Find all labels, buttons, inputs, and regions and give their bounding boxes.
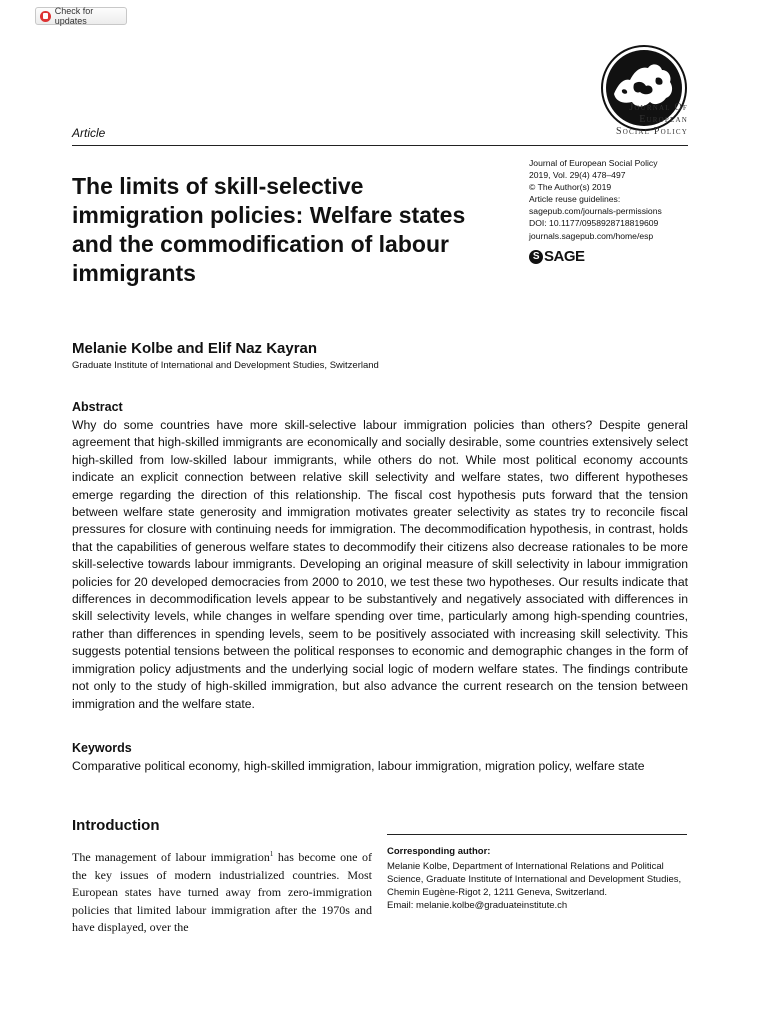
introduction-text bbox=[72, 846, 372, 937]
meta-reuse-label: Article reuse guidelines: bbox=[529, 194, 621, 205]
sage-s-icon: S bbox=[529, 250, 543, 264]
introduction-heading: Introduction bbox=[72, 817, 160, 834]
corresponding-author-heading: Corresponding author: bbox=[387, 846, 491, 857]
abstract-heading: Abstract bbox=[72, 400, 123, 414]
article-type-label: Article bbox=[72, 126, 106, 140]
author-names: Melanie Kolbe and Elif Naz Kayran bbox=[72, 340, 318, 357]
meta-copyright: © The Author(s) 2019 bbox=[529, 182, 612, 193]
journal-name bbox=[560, 102, 688, 138]
meta-doi-link[interactable]: DOI: 10.1177/0958928718819609 bbox=[529, 218, 659, 229]
article-title: The limits of skill-selective immigration policies: Welfare states and the commodification of labour immigrants bbox=[72, 173, 466, 286]
corresponding-divider bbox=[387, 834, 687, 835]
header-divider bbox=[72, 145, 688, 146]
bookmark-icon bbox=[40, 11, 51, 22]
check-for-updates-button[interactable] bbox=[35, 7, 127, 25]
intro-text-start: The management of labour immigration bbox=[72, 850, 270, 864]
journal-name-line3: Social Policy bbox=[616, 126, 688, 137]
journal-name-line1: Journal Of bbox=[629, 102, 688, 113]
meta-journal: Journal of European Social Policy bbox=[529, 158, 658, 168]
meta-journal-home-link[interactable]: journals.sagepub.com/home/esp bbox=[529, 230, 654, 241]
keywords-heading: Keywords bbox=[72, 741, 132, 755]
publisher-logo bbox=[529, 248, 585, 265]
journal-name-line2: European bbox=[639, 114, 688, 125]
footnote-marker[interactable]: 1 bbox=[269, 850, 274, 858]
abstract-text: Why do some countries have more skill-selective labour immigration policies than others? Despite general agreement that high-skilled immigrants are economically and socially desirable, some countries extensively select high-skilled from low-skilled labour immigrants, while others do not. While most political economy accounts indicate an explicit connection between relative skill selectivity and welfare states, two different hypotheses emerge regarding the direction of this relationship. The fiscal cost hypothesis puts forward that the tension between welfare state generosity and immigration motivates greater selectivity as states try to reconcile fiscal pressures for closure with continuing needs for immigration. The decommodification hypothesis, in contrast, holds that the capabilities of generous welfare states to decommodify their citizens also decrease rationales to be more skill-selective towards labour immigrants. Developing an original measure of skill selectivity in labour immigration policies for 20 developed democracies from 2000 to 2010, we test these two hypotheses. Our results indicate that differences in decommodification levels appear to be substantively and negatively associated with differences in skill selectivity levels, while changes in welfare spending over time, particularly among high-spending countries, rather than differences in spending levels, seem to be positively associated with increasing skill selectivity. This suggests potential tensions between the political responses to economic and demographic changes in the form of immigration policy adjustments and the underlying social logic of modern welfare states. The findings contribute not only to the study of high-skilled immigration, but also advance the current research on the tension between immigration and the welfare state. bbox=[72, 418, 688, 711]
corresponding-author-details bbox=[387, 860, 687, 912]
author-affiliation: Graduate Institute of International and Development Studies, Switzerland bbox=[72, 360, 379, 371]
publication-metadata bbox=[529, 157, 699, 242]
meta-volume: 2019, Vol. 29(4) 478–497 bbox=[529, 170, 626, 181]
corresponding-author-email[interactable]: Email: melanie.kolbe@graduateinstitute.ch bbox=[387, 900, 568, 911]
corresponding-author-address: Melanie Kolbe, Department of International Relations and Political Science, Graduate Institute of International and Development Studies, Chemin Eugène-Rigot 2, 1211 Geneva, Switzerland. bbox=[387, 861, 682, 898]
meta-permissions-link[interactable]: sagepub.com/journals-permissions bbox=[529, 206, 662, 217]
intro-text-continued: has become one of the key issues of modern industrialized countries. Most European states have turned away from zero-immigration policies that limited labour immigration after the 1970s and have displayed, over the bbox=[72, 850, 372, 934]
check-for-updates-label: Check for updates bbox=[54, 6, 94, 26]
keywords-text: Comparative political economy, high-skilled immigration, labour immigration, migration policy, welfare state bbox=[72, 759, 645, 773]
publisher-name: SAGE bbox=[544, 248, 585, 265]
